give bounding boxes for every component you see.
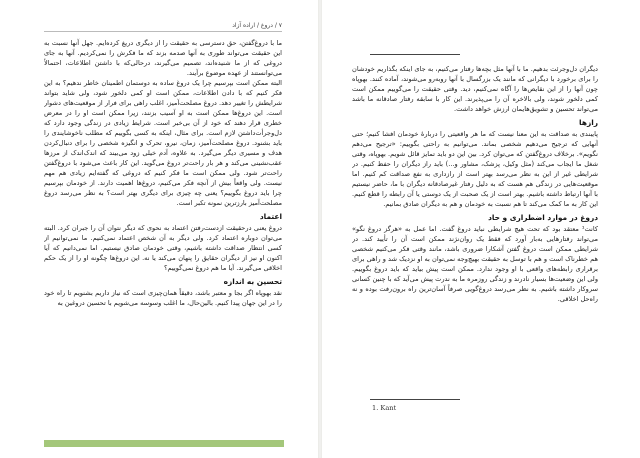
footnote-rule bbox=[370, 399, 460, 400]
paragraph: کانت¹ معتقد بود که تحت هیچ شرایطی نباید دروغ گفت. اما عمل به «هرگز دروغ نگو» می‌تواند رفتارهایی به‌بار آورد که فقط یک روان‌نژند ممکن است آن را تأیید کند. در شرایطی ممکن است دروغ گفتن آشکارا ضروری باشد، مانند وقتی فکر می‌کنیم شخصی هم خطرناک است و هم با توسل به حقیقت بهیچ‌وجه نمی‌توان به او نزدیک شد و راهی برای برقراری رابطه‌های واقعی با او وجود ندارد. ممکن است پیش بیاید که باید دروغ بگوییم. ولی این وضعیت‌ها بسیار نادرند و زندگی روزمره ما به ندرت پیش می‌آید که با چنین کسانی سروکار داشته باشیم. به نظر می‌رسد دروغ‌گویی صرفاً آسان‌ترین راه برون‌رفت بوده و نه راه‌حل اخلاقی. bbox=[352, 225, 598, 303]
paragraph: البته ممکن است بپرسیم چرا یک دروغ ساده به دوستمان اطمینان خاطر ندهیم؟ به این فکر کنیم که با دادن اطلاعات، ممکن است او کمی دلخور شود، ولی شاید بتواند شرایطش را تغییر دهد. دروغ مصلحت‌آمیز، اغلب راهی برای فرار از موقعیت‌های دشوار است. این دروغ‌ها ممکن است به او آسیب بزنند، زیرا ممکن است او را در معرض خطری قرار دهند که خود از آن بی‌خبر است. شرایط زیادی در زندگی وجود دارد که دل‌وجرأت‌داشتن لازم است. برای مثال، اینکه به کسی بگوییم که مطلب ناخوشایندی را باید بشنود. دروغ مصلحت‌آمیز، زمان، نیرو، تحرک و انگیزه شخصی را برای دنبال‌کردن هدف و مسیری دیگر می‌گیرد. به علاوه، آدم خیلی زود می‌بیند که اندک‌اندک از مرزها عقب‌نشینی می‌کند و هر بار راحت‌تر دروغ می‌گوید. این کار باعث می‌شود با دروغ‌گفتن راحت‌تر شود. ولی ممکن است ما فکر کنیم که دروغی که گفته‌ایم زیادی هم مهم نیست. ولی واقعاً بیش از آنچه فکر می‌کنیم، دروغ‌ها اهمیت دارند. از خودمان بپرسیم چرا باید دروغ بگوییم؟ یعنی چه چیزی برای دیگری بهتر است؟ به نظر می‌رسد دروغ مصلحت‌آمیز بارزترین نمونه تکبر است. bbox=[44, 79, 282, 207]
left-page bbox=[0, 0, 318, 458]
running-head: ۷ / دروغ / اراده آزاد bbox=[232, 22, 282, 29]
section-heading: دروغ در موارد اضطراری و حاد bbox=[488, 213, 598, 222]
section-heading: رازها bbox=[579, 118, 598, 127]
top-rule bbox=[370, 54, 460, 55]
header-rule bbox=[44, 31, 282, 32]
right-page-text bbox=[352, 64, 598, 364]
section-heading: اعتماد bbox=[259, 212, 282, 221]
paragraph: پایبندی به صداقت به این معنا نیست که ما هر واقعیتی را دربارهٔ خودمان افشا کنیم؛ حتی آنهایی که ترجیح می‌دهیم شخصی بماند. می‌توانیم به راحتی بگوییم: «ترجیح می‌دهم نگویم». برخلاف دروغ‌گفتن که می‌توان کرد. بین این دو باید تمایز قائل شویم. بهوپاه، وقتی شغل ما ایجاب می‌کند (مثل وکیل، پزشک، مشاور و...) باید راز دیگران را حفظ کنیم. در شرایطی غیر از این به نظر می‌رسد بهتر است از رازداری به نفع صداقت کم کنیم. اما موقعیت‌هایی در زندگی هم هست که به دلیل رفتار غیرصادقانه دیگران با ما، حاضر نیستیم با آنها ارتباط داشته باشیم. بهتر است از یک صحبت از یک دوستی یا آن رابطه را قطع کنیم. این کار به ما کمک می‌کند تا هم نسبت به خودمان و هم به دیگران صادق بمانیم. bbox=[352, 130, 598, 208]
paragraph: دروغ یعنی درحقیقت ازدست‌رفتن اعتماد به نحوی که دیگر نتوان آن را جبران کرد. البته می‌توان دوباره اعتماد کرد. ولی دیگر به آن شخص اعتماد نمی‌کنیم. ما نمی‌توانیم از کسی انتظار صداقت داشته باشیم، وقتی خودمان صادق نیستیم. اما نمی‌دانیم که آیا اکنون او نیز از دیگران حقایق را پنهان می‌کند یا نه. این دروغ‌ها چگونه او را از یک حکم اخلاقی می‌گیرند. آیا ما هم دروغ نمی‌گوییم؟ bbox=[44, 224, 282, 272]
section-heading: تحسین به اندازه bbox=[223, 277, 282, 286]
footnote: 1. Kant bbox=[372, 404, 397, 412]
paragraph: نقد بهوپاه اگر بجا و معتبر باشد، دقیقاً همان‌چیزی است که نیاز داریم بشنویم تا راه خود را در این جهان پیدا کنیم. بالین‌حال، ما اغلب وسوسه می‌شویم با تحسین دروغین به bbox=[44, 289, 282, 307]
page-footer-bar bbox=[44, 440, 284, 447]
right-page bbox=[322, 0, 640, 458]
left-page-text bbox=[44, 38, 282, 408]
paragraph: دیگران دل‌وجرئت بدهیم. ما با آنها مثل بچه‌ها رفتار می‌کنیم، به جای اینکه بگذاریم خودشان را برای برخورد با دیگرانی که مانند یک بزرگسال با آنها روبه‌رو می‌شوند، آماده کنند. بهوپاه چون آنها را از این نقایص‌ها را آگاه نمی‌کنیم، دید. وقتی حقیقت را می‌گوییم ممکن است کمی دلخور شوند، ولی بالاخره آن را می‌پذیرند. این کار با سابقه رفتار صادقانه ما باشد می‌تواند تحسین و تشویق‌هایمان ارزش خواهد داشت. bbox=[352, 65, 598, 113]
paragraph: ما با دروغ‌گفتن، حق دسترسی به حقیقت را از دیگری دریغ کرده‌ایم. جهل آنها نسبت به این حقیقت می‌تواند طوری به آنها صدمه بزند که ما فکرش را نمی‌کردیم. آنها به جای دروغی که از ما شنیده‌اند، تصمیم می‌گیرند، درحالی‌که با داشتن اطلاعات، احتمالاً می‌توانستند از عهده موضوع برآیند. bbox=[44, 39, 282, 77]
